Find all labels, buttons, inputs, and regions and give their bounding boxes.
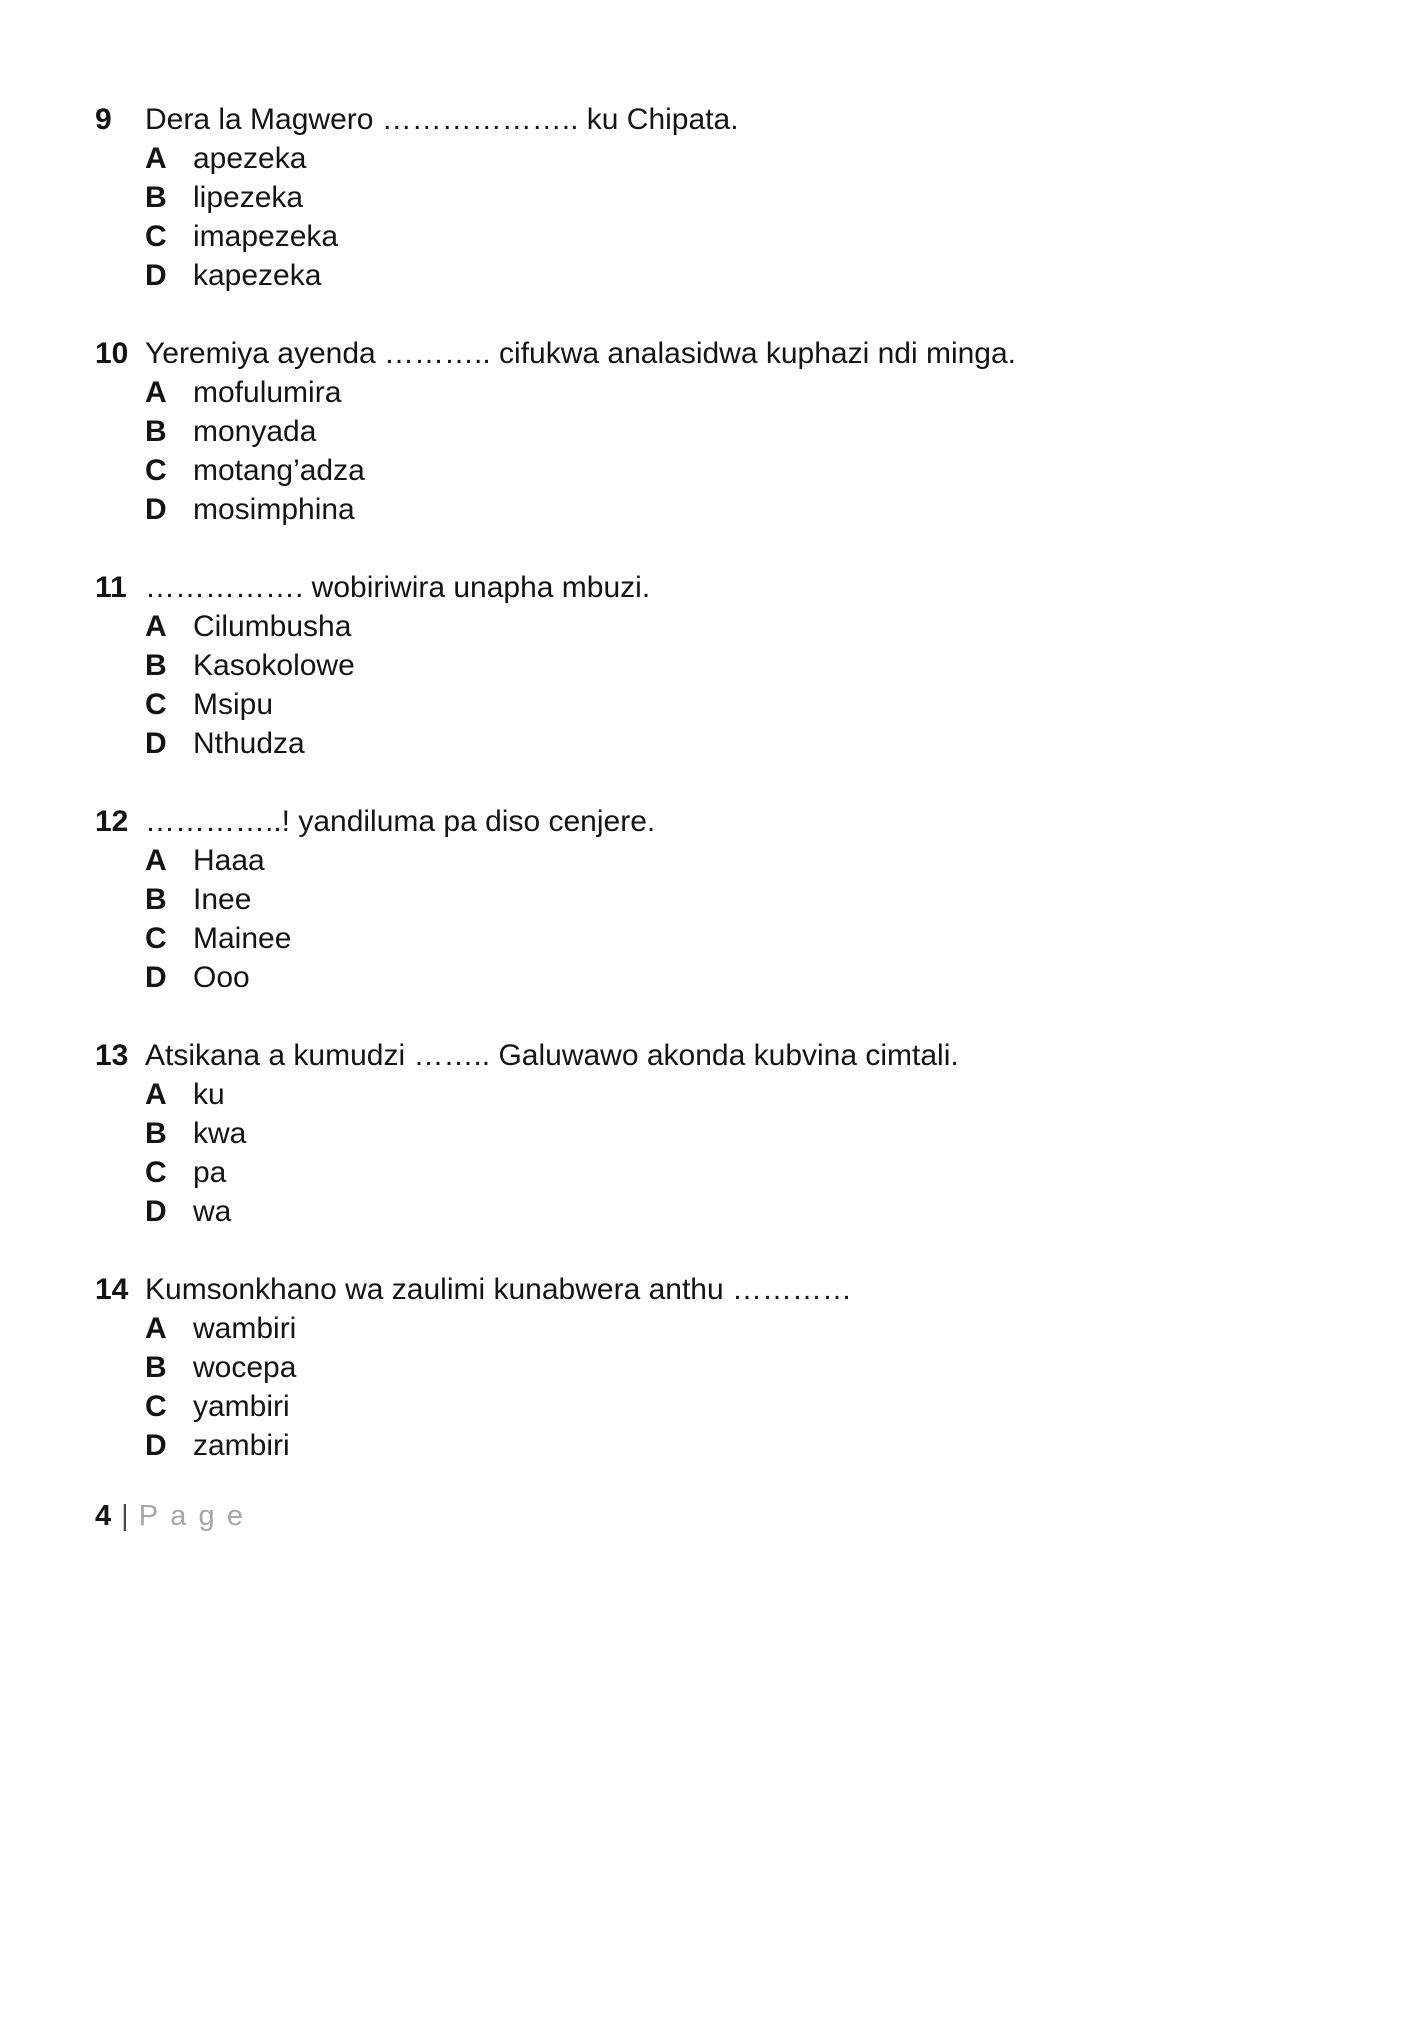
option-text: Kasokolowe bbox=[193, 649, 355, 682]
option-letter: D bbox=[145, 727, 167, 760]
option-letter: C bbox=[145, 454, 167, 487]
page-footer bbox=[95, 1498, 255, 1534]
option-row bbox=[145, 451, 1016, 490]
question-block bbox=[95, 1036, 1368, 1231]
option-letter: C bbox=[145, 688, 167, 721]
option-letter: A bbox=[145, 142, 167, 175]
option-row bbox=[145, 880, 655, 919]
question-number: 14 bbox=[95, 1273, 129, 1306]
option-text: Haaa bbox=[193, 844, 265, 877]
question-number: 12 bbox=[95, 805, 129, 838]
option-text: mosimphina bbox=[193, 493, 355, 526]
option-row bbox=[145, 1309, 852, 1348]
option-text: kwa bbox=[193, 1117, 247, 1150]
question-block bbox=[95, 1270, 1368, 1465]
question-text: ……………. wobiriwira unapha mbuzi. bbox=[145, 571, 651, 604]
question-block bbox=[95, 334, 1368, 529]
option-text: apezeka bbox=[193, 142, 307, 175]
question-number: 13 bbox=[95, 1039, 129, 1072]
option-row bbox=[145, 919, 655, 958]
question-text: Dera la Magwero ……………….. ku Chipata. bbox=[145, 103, 739, 136]
option-row bbox=[145, 607, 650, 646]
question-body bbox=[145, 1270, 852, 1465]
option-letter: D bbox=[145, 961, 167, 994]
option-text: monyada bbox=[193, 415, 317, 448]
question-body bbox=[145, 1036, 959, 1231]
option-text: Mainee bbox=[193, 922, 292, 955]
option-row bbox=[145, 1192, 959, 1231]
option-letter: B bbox=[145, 649, 167, 682]
question-body bbox=[145, 802, 655, 997]
option-letter: C bbox=[145, 922, 167, 955]
option-letter: A bbox=[145, 844, 167, 877]
option-row bbox=[145, 1114, 959, 1153]
option-letter: C bbox=[145, 220, 167, 253]
option-letter: D bbox=[145, 1429, 167, 1462]
footer-separator: | bbox=[121, 1500, 129, 1532]
footer-page-label: Page bbox=[138, 1500, 256, 1532]
option-row bbox=[145, 685, 650, 724]
question-block bbox=[95, 100, 1368, 295]
option-text: pa bbox=[193, 1156, 227, 1189]
option-row bbox=[145, 217, 739, 256]
option-text: kapezeka bbox=[193, 259, 322, 292]
question-text: Yeremiya ayenda ……….. cifukwa analasidwa kuphazi ndi minga. bbox=[145, 337, 1017, 370]
option-text: wocepa bbox=[193, 1351, 297, 1384]
option-row bbox=[145, 724, 650, 763]
option-letter: A bbox=[145, 1078, 167, 1111]
question-text: Atsikana a kumudzi …….. Galuwawo akonda kubvina cimtali. bbox=[145, 1039, 959, 1072]
option-text: yambiri bbox=[193, 1390, 290, 1423]
question-text: …………..! yandiluma pa diso cenjere. bbox=[145, 805, 656, 838]
option-text: Cilumbusha bbox=[193, 610, 352, 643]
option-text: wa bbox=[193, 1195, 232, 1228]
option-row bbox=[145, 1387, 852, 1426]
option-letter: A bbox=[145, 376, 167, 409]
option-letter: A bbox=[145, 1312, 167, 1345]
option-letter: B bbox=[145, 415, 167, 448]
option-text: zambiri bbox=[193, 1429, 290, 1462]
option-row bbox=[145, 1075, 959, 1114]
option-letter: B bbox=[145, 1351, 167, 1384]
option-row bbox=[145, 646, 650, 685]
question-body bbox=[145, 334, 1016, 529]
option-text: Msipu bbox=[193, 688, 274, 721]
option-text: ku bbox=[193, 1078, 225, 1111]
option-letter: A bbox=[145, 610, 167, 643]
question-text: Kumsonkhano wa zaulimi kunabwera anthu ………… bbox=[145, 1273, 853, 1306]
option-row bbox=[145, 139, 739, 178]
option-row bbox=[145, 490, 1016, 529]
option-letter: D bbox=[145, 1195, 167, 1228]
option-row bbox=[145, 958, 655, 997]
option-letter: C bbox=[145, 1156, 167, 1189]
option-row bbox=[145, 373, 1016, 412]
option-text: lipezeka bbox=[193, 181, 304, 214]
option-row bbox=[145, 1348, 852, 1387]
question-block bbox=[95, 802, 1368, 997]
option-letter: B bbox=[145, 181, 167, 214]
option-row bbox=[145, 412, 1016, 451]
option-text: motang’adza bbox=[193, 454, 365, 487]
question-number: 9 bbox=[95, 103, 112, 136]
option-row bbox=[145, 178, 739, 217]
question-body bbox=[145, 100, 739, 295]
option-text: wambiri bbox=[193, 1312, 297, 1345]
question-block bbox=[95, 568, 1368, 763]
option-text: Nthudza bbox=[193, 727, 305, 760]
option-letter: B bbox=[145, 883, 167, 916]
option-row bbox=[145, 1153, 959, 1192]
option-row bbox=[145, 841, 655, 880]
option-row bbox=[145, 1426, 852, 1465]
option-text: Inee bbox=[193, 883, 252, 916]
question-number: 10 bbox=[95, 337, 129, 370]
option-text: mofulumira bbox=[193, 376, 342, 409]
option-text: Ooo bbox=[193, 961, 250, 994]
option-letter: C bbox=[145, 1390, 167, 1423]
option-letter: B bbox=[145, 1117, 167, 1150]
option-letter: D bbox=[145, 493, 167, 526]
question-body bbox=[145, 568, 650, 763]
option-row bbox=[145, 256, 739, 295]
option-letter: D bbox=[145, 259, 167, 292]
option-text: imapezeka bbox=[193, 220, 339, 253]
footer-page-number: 4 bbox=[95, 1500, 112, 1532]
question-number: 11 bbox=[95, 571, 127, 604]
